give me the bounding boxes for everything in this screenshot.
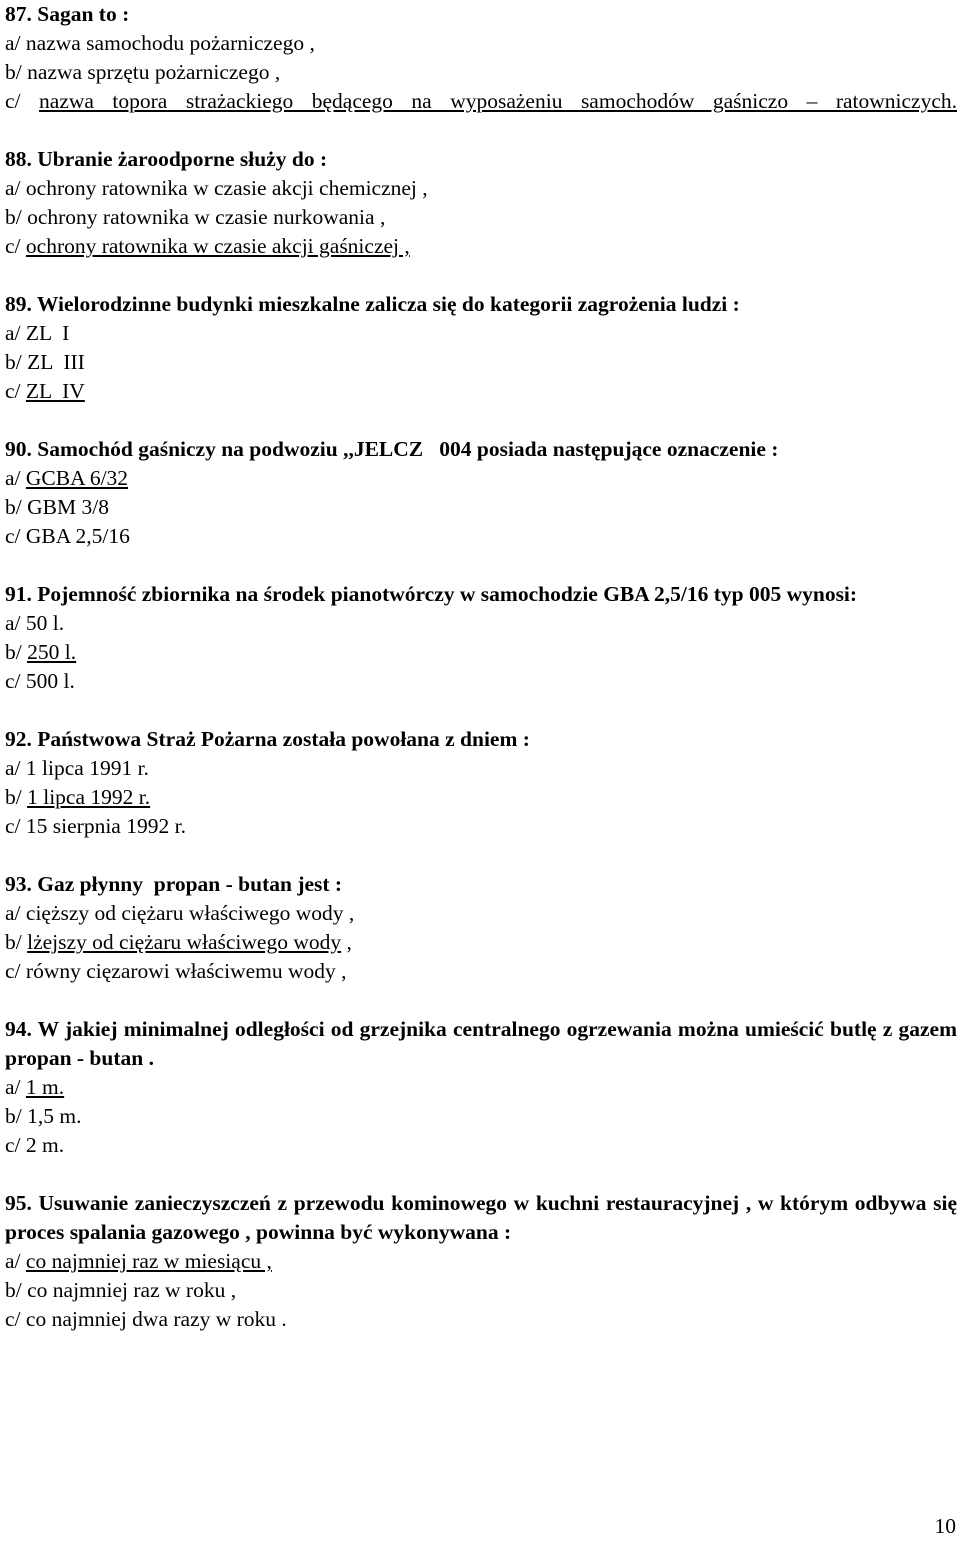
answer-prefix: c/	[5, 814, 21, 838]
answer-text: GBA 2,5/16	[25, 524, 130, 548]
answer-prefix: b/	[5, 350, 22, 374]
answer-prefix: b/	[5, 495, 22, 519]
answer-a	[5, 29, 957, 58]
answer-text: ochrony ratownika w czasie nurkowania ,	[27, 205, 386, 229]
answer-text: nazwa samochodu pożarniczego ,	[25, 31, 315, 55]
answer-c	[5, 1305, 957, 1334]
answer-b	[5, 783, 957, 812]
answer-b	[5, 58, 957, 87]
answer-prefix: c/	[5, 959, 21, 983]
answer-text: 50 l.	[25, 611, 65, 635]
answer-b	[5, 638, 957, 667]
answer-a	[5, 609, 957, 638]
question-title: 95. Usuwanie zanieczyszczeń z przewodu kominowego w kuchni restauracyjnej , w którym odbywa się proces spalania gazowego , powinna być wykonywana :	[5, 1191, 957, 1244]
answer-a	[5, 1247, 957, 1276]
answer-a	[5, 464, 957, 493]
answer-text-correct: 250 l.	[27, 640, 77, 664]
answer-prefix: a/	[5, 756, 21, 780]
answer-text-correct: GCBA 6/32	[25, 466, 129, 490]
answer-prefix: c/	[5, 524, 21, 548]
answer-text: GBM 3/8	[27, 495, 109, 519]
answer-c	[5, 667, 957, 696]
answer-text: 2 m.	[25, 1133, 65, 1157]
answer-prefix: b/	[5, 1104, 22, 1128]
answer-text-correct: ZL IV	[25, 379, 85, 403]
question-88	[5, 145, 957, 261]
answer-text-correct: nazwa topora strażackiego będącego na wyposażeniu samochodów gaśniczo – ratowniczych.	[39, 89, 958, 113]
answer-text: 1,5 m.	[27, 1104, 82, 1128]
answer-text: co najmniej dwa razy w roku .	[25, 1307, 287, 1331]
question-89	[5, 290, 957, 406]
answer-prefix: b/	[5, 60, 22, 84]
answer-prefix: c/	[5, 379, 21, 403]
answer-prefix: c/	[5, 1133, 21, 1157]
question-title: 93. Gaz płynny propan - butan jest :	[5, 872, 343, 896]
answer-prefix: c/	[5, 234, 21, 258]
question-title: 94. W jakiej minimalnej odległości od grzejnika centralnego ogrzewania można umieścić butlę z gazem propan - butan .	[5, 1017, 957, 1070]
answer-text-correct: co najmniej raz w miesiącu ,	[25, 1249, 272, 1273]
answer-b	[5, 348, 957, 377]
answer-b	[5, 493, 957, 522]
question-92	[5, 725, 957, 841]
answer-a	[5, 174, 957, 203]
answer-text: cięższy od ciężaru właściwego wody ,	[25, 901, 355, 925]
question-90	[5, 435, 957, 551]
answer-text: równy cięzarowi właściwemu wody ,	[25, 959, 347, 983]
question-94	[5, 1015, 957, 1160]
answer-prefix: a/	[5, 466, 21, 490]
answer-prefix: b/	[5, 930, 22, 954]
answer-b	[5, 1276, 957, 1305]
question-title: 92. Państwowa Straż Pożarna została powołana z dniem :	[5, 727, 530, 751]
answer-a	[5, 319, 957, 348]
answer-c	[5, 812, 957, 841]
answer-c	[5, 957, 957, 986]
question-95	[5, 1189, 957, 1334]
answer-prefix: a/	[5, 321, 21, 345]
answer-prefix: a/	[5, 901, 21, 925]
answer-text: ZL I	[25, 321, 70, 345]
answer-text: 500 l.	[25, 669, 75, 693]
answer-c	[5, 87, 957, 116]
answer-prefix: c/	[5, 669, 21, 693]
answer-text-correct: 1 m.	[25, 1075, 65, 1099]
answer-b	[5, 1102, 957, 1131]
answer-text: nazwa sprzętu pożarniczego ,	[27, 60, 281, 84]
document-body	[5, 0, 957, 1334]
answer-prefix: a/	[5, 31, 21, 55]
answer-c	[5, 1131, 957, 1160]
answer-prefix: b/	[5, 1278, 22, 1302]
answer-prefix: a/	[5, 1075, 21, 1099]
question-91	[5, 580, 957, 696]
answer-c	[5, 377, 957, 406]
question-title: 87. Sagan to :	[5, 2, 130, 26]
question-title: 88. Ubranie żaroodporne służy do :	[5, 147, 328, 171]
answer-text-correct: 1 lipca 1992 r.	[27, 785, 151, 809]
question-93	[5, 870, 957, 986]
question-title: 90. Samochód gaśniczy na podwoziu ,,JELCZ 004 posiada następujące oznaczenie :	[5, 437, 779, 461]
answer-text: co najmniej raz w roku ,	[27, 1278, 237, 1302]
answer-prefix: a/	[5, 611, 21, 635]
answer-prefix: a/	[5, 1249, 21, 1273]
answer-a	[5, 1073, 957, 1102]
answer-prefix: b/	[5, 640, 22, 664]
answer-c	[5, 232, 957, 261]
answer-prefix: c/	[5, 1307, 21, 1331]
answer-prefix: b/	[5, 205, 22, 229]
answer-a	[5, 899, 957, 928]
answer-text: 1 lipca 1991 r.	[25, 756, 149, 780]
answer-text-correct: ochrony ratownika w czasie akcji gaśniczej ,	[25, 234, 410, 258]
answer-b	[5, 203, 957, 232]
question-title: 89. Wielorodzinne budynki mieszkalne zalicza się do kategorii zagrożenia ludzi :	[5, 292, 740, 316]
question-title: 91. Pojemność zbiornika na środek pianotwórczy w samochodzie GBA 2,5/16 typ 005 wynosi:	[5, 582, 858, 606]
answer-b	[5, 928, 957, 957]
answer-text: ZL III	[27, 350, 85, 374]
page-number: 10	[934, 1514, 956, 1538]
answer-a	[5, 754, 957, 783]
answer-prefix: c/	[5, 89, 21, 113]
answer-text: ochrony ratownika w czasie akcji chemicznej ,	[25, 176, 428, 200]
answer-text: 15 sierpnia 1992 r.	[25, 814, 186, 838]
answer-c	[5, 522, 957, 551]
question-87	[5, 0, 957, 116]
answer-prefix: a/	[5, 176, 21, 200]
answer-text-correct: lżejszy od ciężaru właściwego wody	[27, 930, 342, 954]
answer-suffix: ,	[341, 930, 352, 954]
answer-prefix: b/	[5, 785, 22, 809]
